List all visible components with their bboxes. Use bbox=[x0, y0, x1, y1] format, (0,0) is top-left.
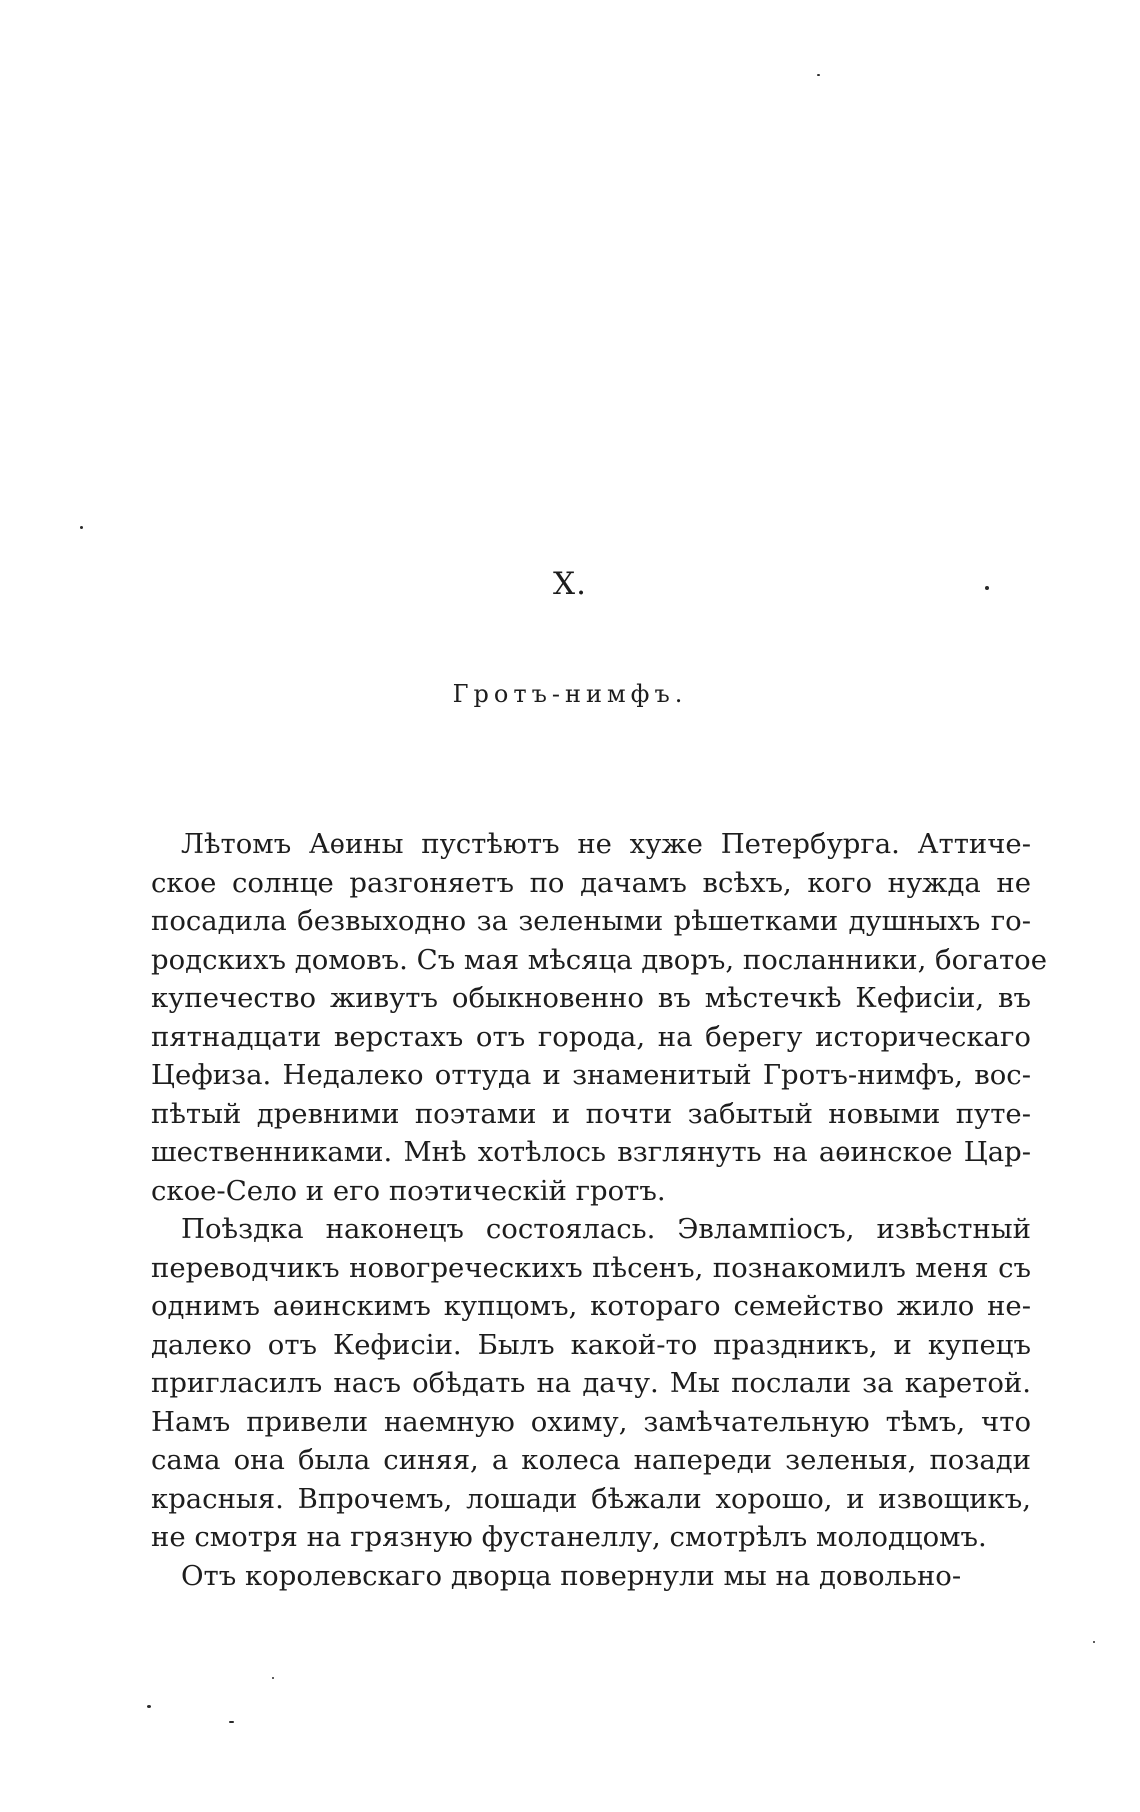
text-line: пѣтый древними поэтами и почти забытый новыми путе- bbox=[151, 1097, 1031, 1130]
text-line: шественниками. Мнѣ хотѣлось взглянуть на аѳинское Цар- bbox=[151, 1136, 1031, 1168]
text-line: Намъ привели наемную охиму, замѣчательную тѣмъ, что bbox=[151, 1405, 1031, 1438]
text-line: переводчикъ новогреческихъ пѣсенъ, познакомилъ меня съ bbox=[151, 1251, 1031, 1284]
text-line: не смотря на грязную фустанеллу, смотрѣлъ молодцомъ. bbox=[151, 1521, 987, 1553]
scan-speck bbox=[817, 74, 820, 76]
text-line: Поѣздка наконецъ состоялась. Эвлампіосъ, извѣстный bbox=[181, 1213, 1031, 1245]
text-line: сама она была синяя, а колеса напереди зеленыя, позади bbox=[151, 1444, 1031, 1476]
text-line: Цефиза. Недалеко оттуда и знаменитый Гротъ-нимфъ, вос- bbox=[151, 1059, 1031, 1091]
chapter-title: Гротъ-нимфъ. bbox=[452, 680, 688, 708]
text-line: однимъ аѳинскимъ купцомъ, котораго семейство жило не- bbox=[151, 1290, 1031, 1322]
text-line: Лѣтомъ Аѳины пустѣютъ не хуже Петербурга. Аттиче- bbox=[181, 828, 1031, 860]
scan-speck bbox=[147, 1705, 151, 1708]
text-line: купечество живутъ обыкновенно въ мѣстечкѣ Кефисіи, въ bbox=[151, 982, 1031, 1014]
text-line: посадила безвыходно за зелеными рѣшетками душныхъ го- bbox=[151, 905, 1031, 937]
text-line: далеко отъ Кефисіи. Былъ какой-то праздникъ, и купецъ bbox=[151, 1328, 1031, 1361]
scan-speck bbox=[80, 526, 83, 529]
text-line: родскихъ домовъ. Съ мая мѣсяца дворъ, посланники, богатое bbox=[151, 943, 1048, 976]
scan-speck bbox=[272, 1677, 274, 1679]
text-line: красныя. Впрочемъ, лошади бѣжали хорошо, и извощикъ, bbox=[151, 1482, 1031, 1515]
text-line: пятнадцати верстахъ отъ города, на берегу историческаго bbox=[151, 1020, 1031, 1053]
text-line: ское солнце разгоняетъ по дачамъ всѣхъ, кого нужда не bbox=[151, 866, 1031, 899]
scan-speck bbox=[985, 586, 989, 590]
body-text bbox=[151, 825, 1048, 1595]
chapter-number: X. bbox=[553, 566, 587, 602]
scan-speck bbox=[229, 1721, 234, 1723]
text-line: пригласилъ насъ обѣдать на дачу. Мы послали за каретой. bbox=[151, 1367, 1031, 1399]
text-line: Отъ королевскаго дворца повернули мы на довольно- bbox=[181, 1559, 962, 1592]
text-line: ское-Село и его поэтическій гротъ. bbox=[151, 1174, 666, 1207]
scan-speck bbox=[1093, 1641, 1095, 1643]
